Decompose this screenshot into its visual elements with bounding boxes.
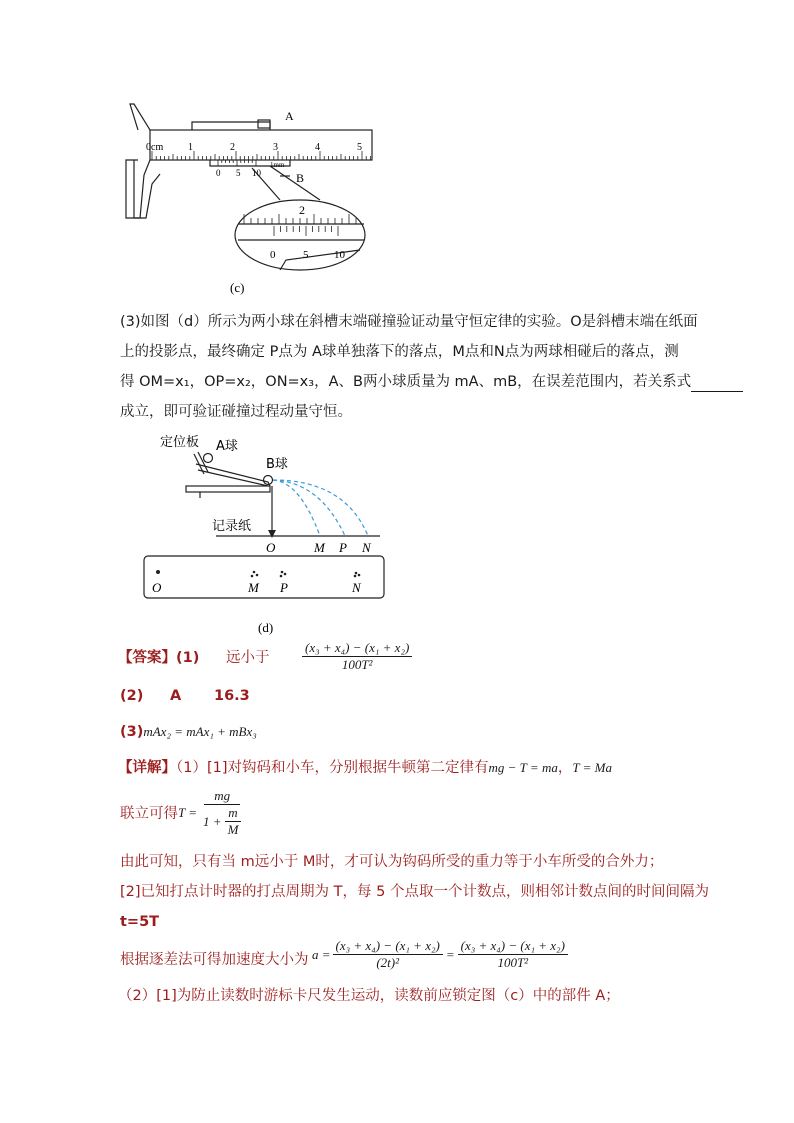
collision-experiment-figure (140, 430, 400, 640)
vernier-tick-0: 0 (216, 168, 221, 178)
explain-p2-lhs: T = (178, 805, 198, 820)
answer-1-frac-num: (x₃ + x₄) − (x₁ + x₂) (302, 640, 412, 657)
vernier-caliper-figure (120, 100, 380, 300)
point-N-bottom: N (352, 580, 361, 595)
question3-line2: 上的投影点，最终确定 P点为 A球单独落下的落点，M点和N点为两球相碰后的落点，测 (120, 344, 679, 360)
explain-p1-eq2: T = Ma (572, 760, 612, 775)
answer-line-1 (118, 648, 199, 668)
explain-line-1 (118, 758, 612, 778)
question3-line3-wrap (120, 372, 743, 392)
main-tick-1: 1 (188, 142, 193, 153)
explain-p2-formula (178, 788, 244, 838)
explain-tag: 【详解】 (118, 760, 176, 776)
explain-p2-den-den: M (227, 822, 239, 837)
point-N-top: N (362, 540, 371, 555)
figure-d-caption: (d) (258, 620, 274, 635)
explain-p7: （2）[1]为防止读数时游标卡尺发生运动，读数前应锁定图（c）中的部件 A； (118, 988, 620, 1004)
answer-1-frac-den: 100T² (341, 657, 373, 672)
zoom-vernier-5: 5 (303, 249, 309, 261)
explain-p2-den-num: m (225, 805, 240, 822)
explain-p6-formula (312, 938, 568, 971)
explain-p6-f2-den: 100T² (497, 955, 529, 970)
ball-A-label: A球 (216, 439, 238, 454)
answer-2-part: A (170, 688, 182, 704)
explain-p2: 联立可得 (120, 806, 178, 822)
explain-p1-eq1: mg − T = ma (488, 760, 558, 775)
answer-3-formula: mAx₂ = mAx₁ + mBx₃ (143, 724, 257, 739)
main-tick-3: 3 (273, 142, 278, 153)
answer-2-value: 16.3 (214, 688, 250, 704)
explain-p6-f1-num: (x₃ + x₄) − (x₁ + x₂) (333, 938, 443, 955)
vernier-tick-5: 5 (236, 168, 241, 178)
point-O-top: O (266, 540, 276, 555)
zoom-main-label: 2 (299, 203, 305, 217)
zoom-vernier-10: 10 (334, 249, 345, 261)
explain-p2-num: mg (204, 788, 240, 805)
answer-3-num: (3) (120, 724, 144, 740)
zoom-vernier-0: 0 (270, 249, 276, 261)
record-paper-label: 记录纸 (212, 519, 252, 534)
explain-p6: 根据逐差法可得加速度大小为 (120, 952, 309, 968)
point-M-top: M (314, 540, 325, 555)
main-tick-2: 2 (230, 142, 235, 153)
answer-1-num: (1) (176, 650, 200, 666)
question3-line1: (3)如图（d）所示为两小球在斜槽末端碰撞验证动量守恒定律的实验。O是斜槽末端在纸面 (120, 314, 698, 330)
caliper-label-B: B (296, 171, 305, 185)
explain-p1-sep: ， (557, 760, 573, 776)
explain-p3: 由此可知，只有当 m远小于 M时，才可认为钩码所受的重力等于小车所受的合外力； (120, 854, 664, 870)
explain-p6-f2-num: (x₃ + x₄) − (x₁ + x₂) (458, 938, 568, 955)
positioning-board-label: 定位板 (160, 435, 200, 450)
point-O-bottom: O (152, 580, 162, 595)
figure-c-caption: (c) (230, 280, 245, 295)
question3-line4: 成立，即可验证碰撞过程动量守恒。 (120, 404, 352, 420)
explain-p1: （1）[1]对钩码和小车，分别根据牛顿第二定律有 (176, 760, 489, 776)
explain-p2-den-left: 1 + (203, 813, 222, 829)
answer-1-fraction (302, 640, 412, 673)
ball-B-label: B球 (266, 457, 288, 472)
main-tick-4: 4 (315, 142, 320, 153)
explain-p4: [2]已知打点计时器的打点周期为 T，每 5 个点取一个计数点，则相邻计数点间的时间间隔为 (120, 884, 709, 900)
caliper-label-A: A (285, 109, 294, 123)
point-P-bottom: P (280, 580, 288, 595)
answer-2-num: (2) (120, 688, 144, 704)
point-M-bottom: M (248, 580, 259, 595)
answer-1-text: 远小于 (226, 650, 270, 666)
explain-p5: t=5T (120, 914, 160, 930)
answer-line-3 (120, 722, 257, 742)
question3-line3: 得 OM=x₁，OP=x₂，ON=x₃，A、B两小球质量为 mA、mB，在误差范围内，若关系式 (120, 374, 692, 390)
mm-label: 1mm (270, 161, 285, 169)
scale-unit-label: 0cm (146, 142, 164, 153)
answer-blank (691, 375, 743, 392)
main-tick-5: 5 (357, 142, 362, 153)
explain-p6-f1-den: (2t)² (376, 955, 400, 970)
point-P-top: P (339, 540, 347, 555)
answer-tag: 【答案】 (118, 650, 176, 666)
explain-p6-eq: = (445, 946, 455, 962)
vernier-tick-10: 10 (252, 168, 261, 178)
explain-p6-lhs: a = (312, 946, 331, 962)
